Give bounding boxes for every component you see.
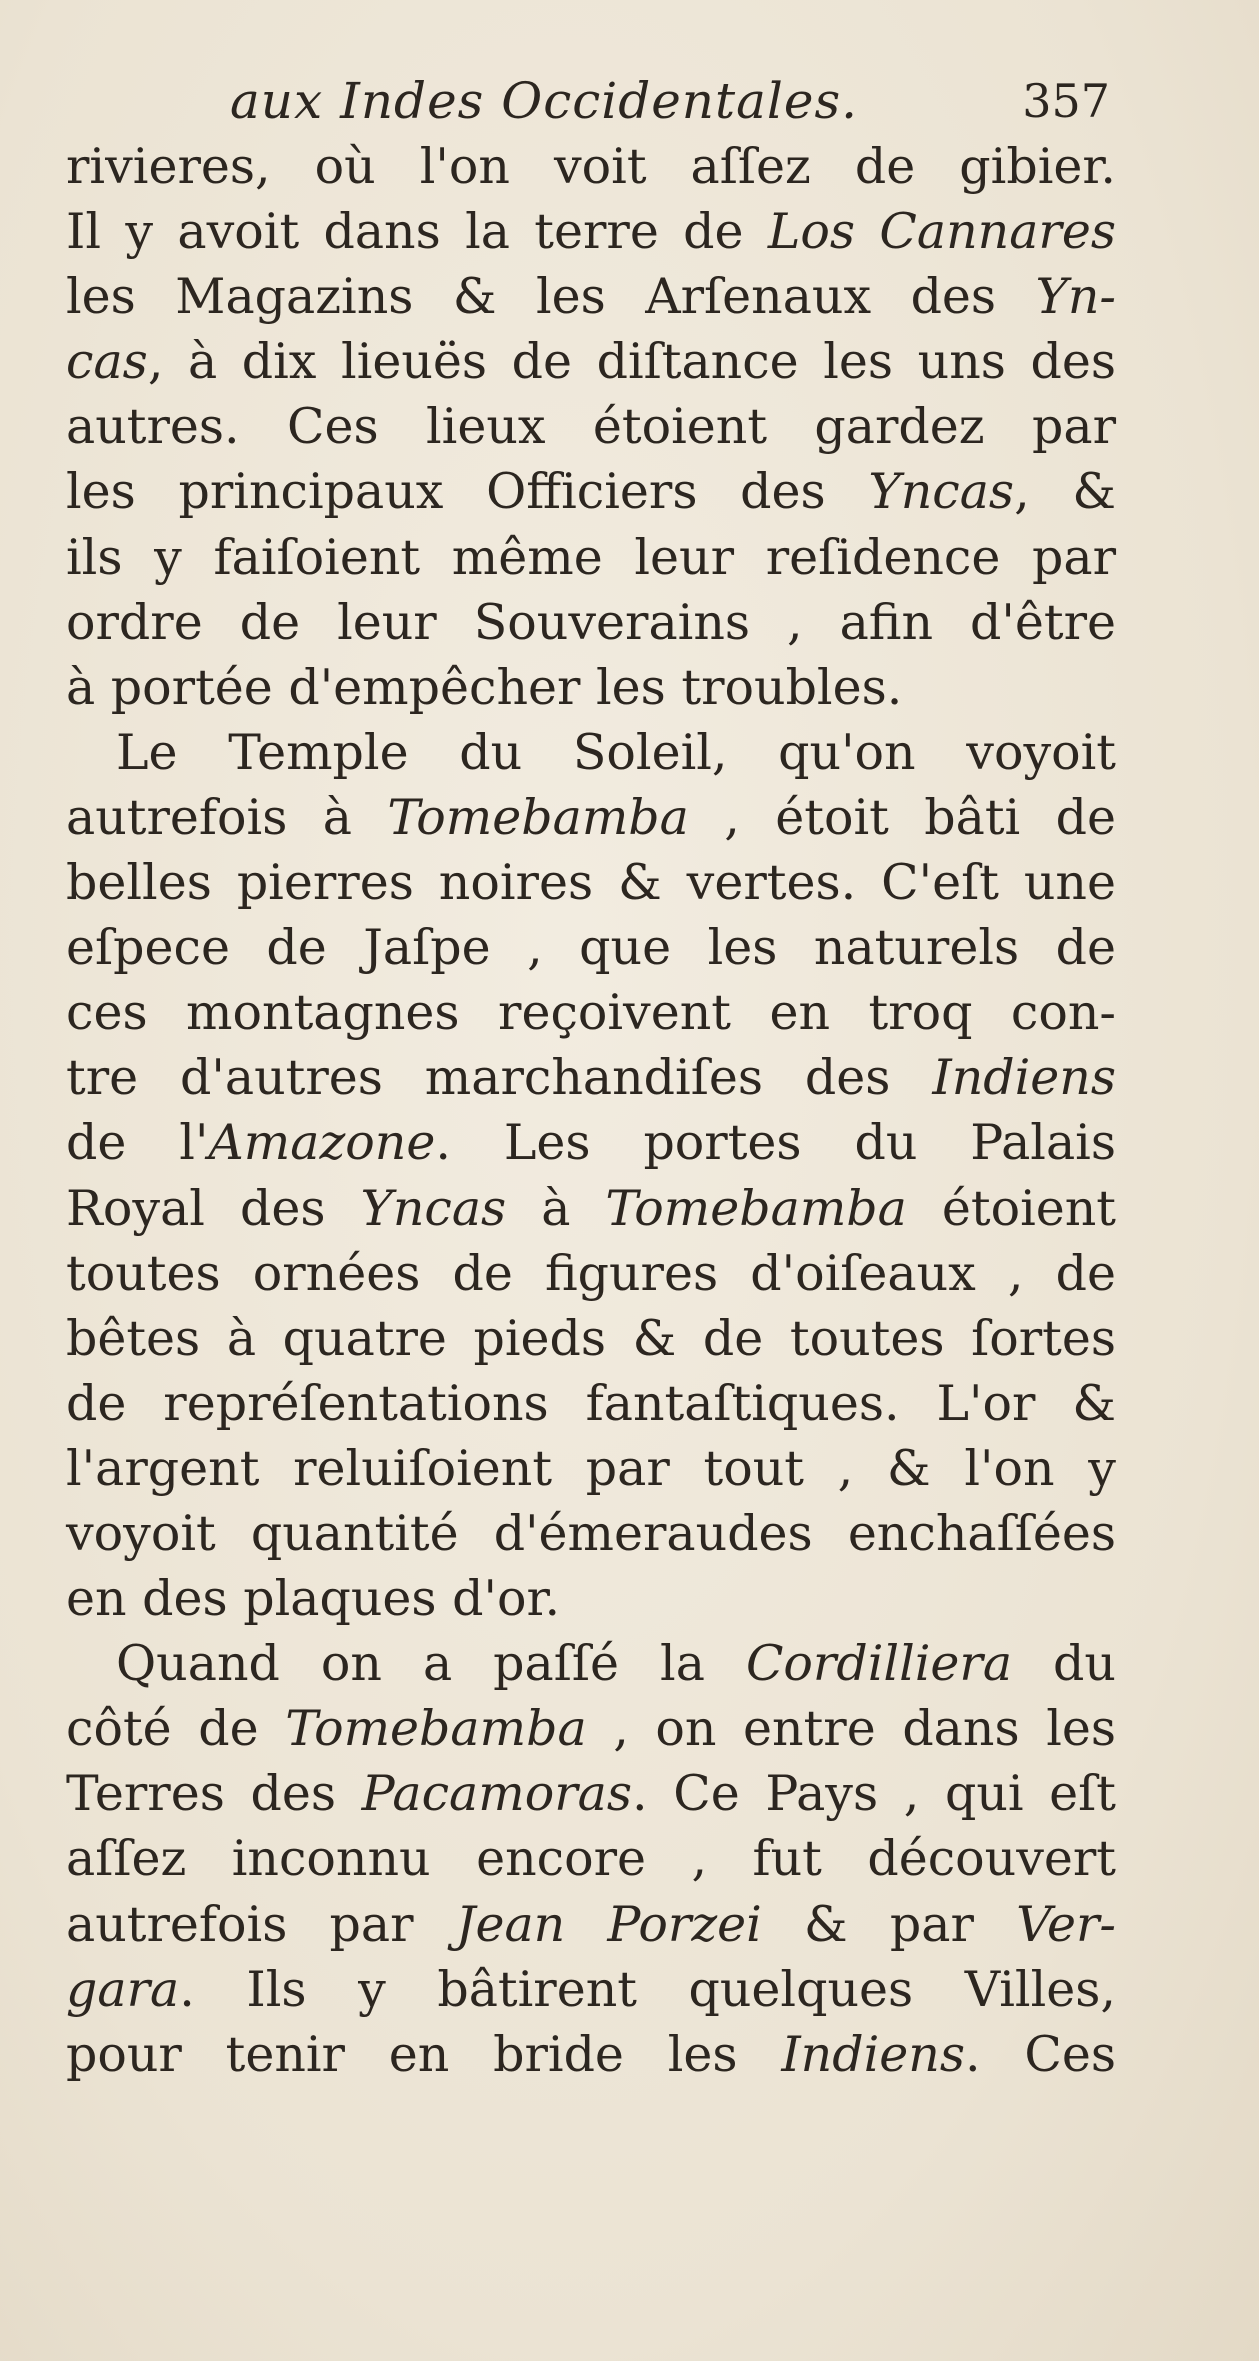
text-line: les principaux Officiers des Yncas, & — [66, 463, 1116, 521]
text-line: ces montagnes reçoivent en troq con- — [66, 984, 1116, 1042]
text-line: Terres des Pacamoras. Ce Pays , qui eſt — [66, 1765, 1116, 1823]
text-line: l'argent reluiſoient par tout , & l'on y — [66, 1439, 1116, 1497]
page-header — [230, 66, 1110, 136]
text-line: belles pierres noires & vertes. C'eſt une — [66, 854, 1116, 912]
text-line: autrefois à Tomebamba , étoit bâti de — [66, 788, 1116, 846]
text-line: aſſez inconnu encore , fut découvert — [66, 1830, 1116, 1888]
paragraph-end-line: en des plaques d'or. — [66, 1570, 561, 1628]
text-line: autrefois par Jean Porzei & par Ver- — [66, 1895, 1116, 1953]
paragraph-start-line: Quand on a paſſé la Cordilliera du — [116, 1635, 1116, 1693]
paragraph-end-line: à portée d'empêcher les troubles. — [66, 658, 903, 716]
text-line: eſpece de Jaſpe , que les naturels de — [66, 919, 1116, 977]
text-line: de l'Amazone. Les portes du Palais — [66, 1114, 1116, 1172]
text-line: autres. Ces lieux étoient gardez par — [66, 398, 1116, 456]
text-line: les Magazins & les Arſenaux des Yn- — [66, 268, 1116, 326]
text-line: cas, à dix lieuës de diſtance les uns des — [66, 333, 1116, 391]
text-line: côté de Tomebamba , on entre dans les — [66, 1700, 1117, 1758]
text-line: Il y avoit dans la terre de Los Cannares — [66, 203, 1116, 261]
page-number: 357 — [1022, 74, 1110, 128]
body-text — [66, 134, 1116, 2087]
text-line: Royal des Yncas à Tomebamba étoient — [66, 1179, 1116, 1237]
text-line: pour tenir en bride les Indiens. Ces — [66, 2025, 1116, 2083]
running-title: aux Indes Occidentales. — [230, 72, 859, 130]
text-line: gara. Ils y bâtirent quelques Villes, — [66, 1960, 1116, 2018]
text-line: ordre de leur Souverains , afin d'être — [66, 593, 1116, 651]
paragraph-start-line: Le Temple du Soleil, qu'on voyoit — [116, 723, 1116, 781]
text-line: toutes ornées de figures d'oiſeaux , de — [66, 1244, 1116, 1302]
text-line: rivieres, où l'on voit aſſez de gibier. — [66, 138, 1116, 195]
text-line: tre d'autres marchandiſes des Indiens — [66, 1049, 1116, 1107]
text-line: ils y faiſoient même leur reſidence par — [66, 528, 1116, 586]
text-line: bêtes à quatre pieds & de toutes ſortes — [66, 1309, 1116, 1367]
text-line: de repréſentations fantaſtiques. L'or & — [66, 1374, 1116, 1432]
text-line: voyoit quantité d'émeraudes enchaſſées — [66, 1504, 1116, 1562]
